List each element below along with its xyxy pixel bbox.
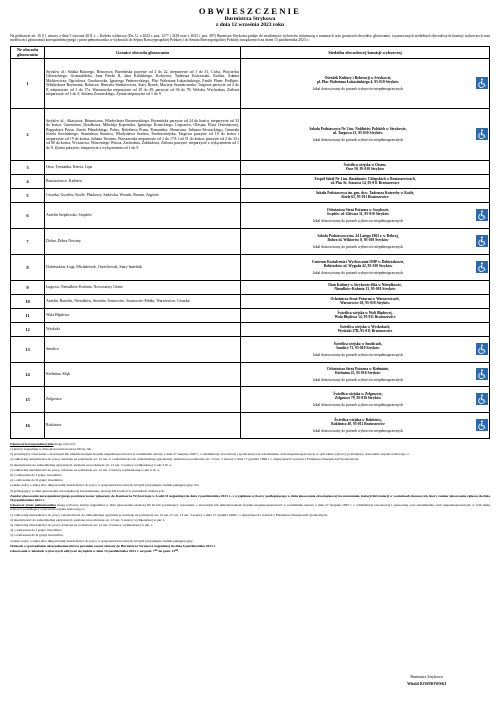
district-number: 9 [11, 280, 45, 294]
header-district-boundaries: Granice obwodu głosowania [45, 46, 241, 58]
district-boundaries: Stryków ul.: Szlaka Batorego, Brzozowa, Brzezińska parzyste od 2 do 22, nieparzyste od 1 do 31, Cicha, Wojciecha Głowackiego, Grunwaldzka, Jana Pawła II, Jana Kilińskiego, Kolejowa, Tadeusza Kościuszki, Krótka, Adama Mickiewicza, Ogrodowa, Ozorkowska, Ignacego Paderewskiego, Plac Waleriana Łukasińskiego, Emilii Plater, Podlipie, Władysława Reymonta, Rolnicza, Henryka Sienkiewicza, Stary Rynek, Macieja Szymkowiaka, Targowa parzyste od 2 do 8, nieparzyste od 1 do 17a, Warszawska nieparzyste od 19 do 49, parzyste od 36 do 78, Wolska, Wschodnia, Zielona nieparzyste od 1 do 9, Stefana Żeromskiego, Żytnia nieparzyste od 1 do 9 [45, 58, 241, 108]
commission-seat [241, 386, 490, 412]
notice-date: z dnia 12 września 2023 roku [215, 22, 285, 29]
district-number: 11 [11, 308, 45, 322]
district-boundaries: Dobieszków, Ługi, Michałówek, Orzechówek, Stary Imielnik [45, 254, 241, 280]
correspondence-voting-list [10, 447, 490, 493]
district-boundaries: Rokitnica [45, 412, 241, 438]
intro-paragraph: Na podstawie art. 16 § 1 ustawy z dnia 5 stycznia 2011 r. – Kodeks wyborczy (Dz. U. z 2022 r. poz. 1277 i 2418 oraz z 2023 r. poz. 497) Burmistrz Strykowa podaje do wiadomości wyborców informację o numerach oraz granicach obwodów głosowania, wyznaczonych siedzibach obwodowych komisji wyborczych oraz możliwości głosowania korespondencyjnego i przez pełnomocnika w wyborach do Sejmu Rzeczypospolitej Polskiej i do Senatu Rzeczypospolitej Polskiej zarządzonych na dzień 15 października 2023 r.: [10, 33, 490, 43]
proxy-voting-list [10, 513, 490, 543]
table-header-row [11, 46, 490, 58]
accessibility-note: lokal dostosowany do potrzeb wyborców niepełnosprawnych [312, 86, 404, 91]
table-row [11, 254, 490, 280]
list-item: 1) którzy najpóźniej w dniu głosowania kończą 60 lat, lub [10, 447, 92, 452]
footer-notes [10, 442, 490, 553]
district-boundaries: Dobra, Dobra Nowiny [45, 228, 241, 254]
signature-name: Witold KOSMOWSKI [407, 681, 446, 686]
district-number: 7 [11, 228, 45, 254]
table-row [11, 58, 490, 108]
wheelchair-icon [476, 419, 488, 431]
seat-name: Świetlica wiejska w Ossem, Osse 50, 95-010 Stryków [343, 162, 387, 172]
district-boundaries: Anielin Swędowski, Swędów [45, 202, 241, 228]
commission-seat [241, 362, 490, 386]
seat-name: Ochotnicza Straż Pożarna w Kiełminie, Kiełmina 25, 95-010 Stryków [327, 366, 389, 376]
commission-seat [241, 412, 490, 438]
district-number: 14 [11, 362, 45, 386]
notice-page [10, 0, 491, 686]
table-row [11, 294, 490, 308]
wheelchair-icon [476, 343, 488, 355]
district-boundaries: Kiełmina, Klęk [45, 362, 241, 386]
seat-name: Świetlica wiejska w Smolicach, Smolice 73, 95-010 Stryków [333, 341, 383, 351]
district-number: 1 [11, 58, 45, 108]
correspondence-voting-title: Głosować korespondencyjnie [10, 441, 54, 446]
table-row [11, 308, 490, 322]
proxy-voting-intro [10, 503, 490, 511]
list-item: 4) o zaliczeniu do I grupy inwalidów, [10, 528, 63, 533]
commission-seat [241, 308, 490, 322]
list-item: e) o zaliczeniu do II grupy inwalidów, [10, 478, 64, 483]
district-boundaries: Stryków ul.: Akacjowa, Bitumiczna, Władysława Broniewskiego, Brzezińska parzyste od 24 do końca, nieparzyste od 33 do końca, Cmentarna, Działkowa, Mikołaja Kopernika, Ignacego Krasickiego, Legionów, Olesjna, Eliza Orzeszkowej, Bogusława Prusa, Józefa Piłsudskiego, Polna, Bolesława Prusa, Poznańska, Słoneczna, Juliusza Słowackiego, Generała Józefa Sowińskiego, Stanisława Staszica, Władysława Szafera, Średniowiejska, Targowa parzyste od 10 do końca i nieparzyste od 19 do końca, Juliana Tuwima, Warszawska nieparzyste od 1 do 17A i od 51 do końca, parzyste od 2 do 34 i od 80 do końca, Wczasowa, Wincentego Witosa, Zachodnia, Zakładowa, Zielona parzyste, nieparzyste z wyłączeniem od 1 do 9, Żytnia parzyste, nieparzyste z wyłączeniem od 1 do 9 [45, 108, 241, 160]
signature-role: Burmistrz Strykowa [410, 674, 443, 679]
list-item: a także osoby o stałej albo długotrwałej niezdolności do pracy w gospodarstwie rolnym, którym przysługuje zasiłek pielęgnacyjny, lub [10, 483, 199, 488]
seat-name: Ochotnicza Straż Pożarna w Warszewicach, Warszewice 20, 95-010 Stryków [330, 296, 400, 306]
commission-seat [241, 294, 490, 308]
district-number: 15 [11, 386, 45, 412]
table-row [11, 412, 490, 438]
district-number: 5 [11, 188, 45, 202]
seat-name: Centrum Kształcenia i Wychowania OHP w Dobieszkowie, Dobieszków ul. Wygoda 42, 95-010 Stryków [311, 259, 405, 269]
table-row [11, 322, 490, 336]
accessibility-note: lokal dostosowany do potrzeb wyborców niepełnosprawnych [312, 244, 404, 249]
accessibility-note: lokal dostosowany do potrzeb wyborców niepełnosprawnych [312, 377, 404, 382]
commission-seat [241, 254, 490, 280]
accessibility-note: lokal dostosowany do potrzeb wyborców niepełnosprawnych [312, 270, 404, 275]
list-item: 2) niezdolności do samodzielnej egzystencji, ustalone na podstawie art. 13 ust. 5 ustawy wymienionej w pkt 1, [10, 517, 165, 522]
district-number: 6 [11, 202, 45, 228]
notice-header [10, 6, 490, 29]
list-item: d) o zaliczeniu do I grupy inwalidów, [10, 473, 63, 478]
district-boundaries: Ługowo, Niesułków-Kolonia, Nowostawy Górne [45, 280, 241, 294]
table-row [11, 160, 490, 174]
district-boundaries: Bratoszewice, Kalinów [45, 174, 241, 188]
district-number: 10 [11, 294, 45, 308]
wheelchair-icon [476, 209, 488, 221]
table-row [11, 362, 490, 386]
wheelchair-icon [476, 77, 488, 89]
list-item: 3) całkowitej niezdolności do pracy, ustalone na podstawie art. 12 ust. 2 ustawy wymienionej w pkt 1, [10, 523, 153, 528]
district-boundaries: Osse, Tymianka, Kiecia, Lipa [45, 160, 241, 174]
seat-name: Świetlica wiejska w Rokitnicy, Rokitnica 40, 95-011 Bratoszewice [331, 417, 385, 427]
proxy-voting-text: mogą wyborcy, którzy najpóźniej w dniu głosowania ukończą 60 lat lub posiadający orzeczenie o znacznym lub umiarkowanym stopniu niepełnosprawności w rozumieniu ustawy z dnia 27 sierpnia 1997 r. o rehabilitacji zawodowej i społecznej oraz zatrudnianiu osób niepełnosprawnych, w tym także wyborcy posiadający orzeczenie organu rentowego o: [10, 503, 491, 512]
header-district-number: Nr obwodu głosowania [11, 46, 45, 58]
seat-name: Świetlica wiejska w Wyskokach, Wyskoki 27B, 95-011 Bratoszewice [337, 324, 393, 334]
district-boundaries: Zelgoszcz [45, 386, 241, 412]
districts-table-body [11, 58, 490, 438]
notice-title: OBWIESZCZENIE [198, 6, 302, 16]
table-row [11, 336, 490, 362]
commission-seat [241, 188, 490, 202]
district-number: 2 [11, 108, 45, 160]
signature-block [407, 673, 446, 687]
accessibility-note: lokal dostosowany do potrzeb wyborców niepełnosprawnych [312, 428, 404, 433]
list-item: c) całkowitej niezdolności do pracy, ustalone na podstawie art. 12 ust. 2 ustawy wymienionej w pkt 2 lit. a, [10, 467, 160, 472]
correspondence-voting-intro [10, 442, 490, 446]
table-row [11, 202, 490, 228]
commission-seat [241, 336, 490, 362]
commission-seat [241, 160, 490, 174]
table-row [11, 174, 490, 188]
commission-seat [241, 280, 490, 294]
district-number: 16 [11, 412, 45, 438]
seat-name: Szkoła Podstawowa im. gen. dyw. Tadeusza Kutrzeby w Koźle, Koźle 65, 95-011 Bratoszewice [315, 190, 415, 200]
wheelchair-icon [476, 368, 488, 380]
correspondence-voting-text: mogą wyborcy: [54, 441, 77, 446]
proxy-voting-title: Głosować przez pełnomocnika [10, 503, 56, 508]
seat-name: Ochotnicza Straż Pożarna w Swędowie, Swędów ul. Główna 31, 95-010 Stryków [326, 207, 390, 217]
table-row [11, 386, 490, 412]
list-item: a) całkowitej niezdolności do pracy, ustalone na podstawie art. 12 ust. 2, i niezdolności do samodzielnej egzystencji, ustalone na podstawie art. 13 ust. 5 ustawy z dnia 17 grudnia 1998 r. o emeryturach i rentach z Funduszu Ubezpieczeń Społecznych, [10, 457, 360, 462]
voting-hours: Głosowanie w lokalach wyborczych odbywać się będzie w dniu 15 października 2023 r. od godz. 7⁰⁰ do godz. 21⁰⁰. [10, 549, 179, 554]
seat-name: Zespół Szkół Nr 1 im. Batalionów Chłopskich w Bratoszewicach, ul. Plac St. Staszica 14, 95-011 Bratoszewice [314, 176, 416, 186]
commission-seat [241, 174, 490, 188]
list-item: 1) całkowitej niezdolności do pracy i niezdolności do samodzielnej egzystencji, ustalone na podstawie art. 12 ust. 2 i art. 13 ust. 5 ustawy z dnia 17 grudnia 1998 r. o emeryturach i rentach z Funduszu Ubezpieczeń Społecznych, [10, 512, 328, 517]
accessibility-note: lokal dostosowany do potrzeb wyborców niepełnosprawnych [312, 218, 404, 223]
district-number: 12 [11, 322, 45, 336]
wheelchair-icon [476, 235, 488, 247]
list-item: 5) o zaliczeniu do II grupy inwalidów, [10, 533, 64, 538]
list-item: b) niezdolności do samodzielnej egzystencji, ustalone na podstawie art. 13 ust. 5 ustawy wymienionej w pkt 2 lit. a, [10, 462, 173, 467]
district-boundaries: Wola Błędowa [45, 308, 241, 322]
commission-seat [241, 108, 490, 160]
district-boundaries: Smolice [45, 336, 241, 362]
seat-name: Szkoła Podstawowa im. 24 Latego 1863 r. w Dobrej, Dobra ul. Wiktorów 8, 95-010 Stryków [317, 233, 399, 243]
seat-name: Świetlica wiejska w Zelgoszczy, Zelgoszcz 79, 95-010 Stryków [333, 391, 383, 401]
table-row [11, 280, 490, 294]
header-commission-seat: Siedziba obwodowej komisji wyborczej [241, 46, 490, 58]
accessibility-note: lokal dostosowany do potrzeb wyborców niepełnosprawnych [312, 402, 404, 407]
wheelchair-icon [476, 393, 488, 405]
wheelchair-icon [476, 261, 488, 273]
district-number: 8 [11, 254, 45, 280]
table-row [11, 108, 490, 160]
district-number: 13 [11, 336, 45, 362]
accessibility-note: lokal dostosowany do potrzeb wyborców niepełnosprawnych [312, 137, 404, 142]
district-boundaries: Anielin, Bartolin, Niesułków, Sierżnia, Sosnowiec, Sosnowiec-Pieńki, Warszewice, Cesarka [45, 294, 241, 308]
proxy-deadline: Wniosek o sporządzenie aktu pełnomocnictwa powinien zostać złożony do Burmistrza Strykowa najpóźniej do dnia 6 października 2023 r. [10, 543, 216, 548]
commission-seat [241, 202, 490, 228]
commission-seat [241, 58, 490, 108]
correspondence-deadline: Zamiar głosowania korespondencyjnego powinien zostać zgłoszony do Komisarza Wyborczego w Łodzi II najpóźniej do dnia 2 października 2023 r., z wyjątkiem wyborcy podlegającego w dniu głosowania obowiązkowej kwarantannie, izolacji lub izolacji w warunkach domowych, który zamiar głosowania zgłasza do dnia 10 października 2023 r. [10, 493, 490, 503]
table-row [11, 188, 490, 202]
list-item: 2) posiadający orzeczenie o znacznym lub umiarkowanym stopniu niepełnosprawności w rozumieniu ustawy z dnia 27 sierpnia 1997 r. o rehabilitacji zawodowej i społecznej oraz zatrudnianiu osób niepełnosprawnych, w tym także wyborcy posiadający orzeczenie organu rentowego o: [10, 452, 410, 457]
table-row [11, 228, 490, 254]
commission-seat [241, 228, 490, 254]
list-item: 3) podlegający w dniu głosowania obowiązkowej kwarantannie, izolacji lub izolacji w warunkach domowych. [10, 488, 165, 493]
seat-name: Ośrodek Kultury i Rekreacji w Strykowie, pl. Plac Waleriana Łukasińskiego 4, 95-010 Stryków [317, 75, 399, 85]
notice-issuer: Burmistrza Strykowa [224, 16, 276, 22]
wheelchair-icon [476, 128, 488, 140]
list-item: a także osoby o stałej albo długotrwałej niezdolności do pracy w gospodarstwie rolnym, którym przysługuje zasiłek pielęgnacyjny. [10, 538, 194, 543]
commission-seat [241, 322, 490, 336]
district-number: 3 [11, 160, 45, 174]
seat-name: Dom Kultury w Strykowie-filia w Niesułkowie, Niesułków-Kolonia 13, 95-010 Stryków [328, 282, 402, 292]
accessibility-note: lokal dostosowany do potrzeb wyborców niepełnosprawnych [312, 352, 404, 357]
seat-name: Świetlica wiejska w Woli Błędowej, Wola Błędowa 14, 95-011 Bratoszewice [334, 310, 396, 320]
district-boundaries: Wyskoki [45, 322, 241, 336]
district-boundaries: Cesarka, Gozdów, Koźle, Płaskowy, Sadówka, Wrzask, Bronin, Zagórze [45, 188, 241, 202]
district-number: 4 [11, 174, 45, 188]
seat-name: Szkoła Podstawowa Nr 2 im. Noblistów Polskich w Strykowie, ul. Targowa 21, 95-010 Stryków [309, 126, 407, 136]
districts-table [10, 46, 490, 439]
